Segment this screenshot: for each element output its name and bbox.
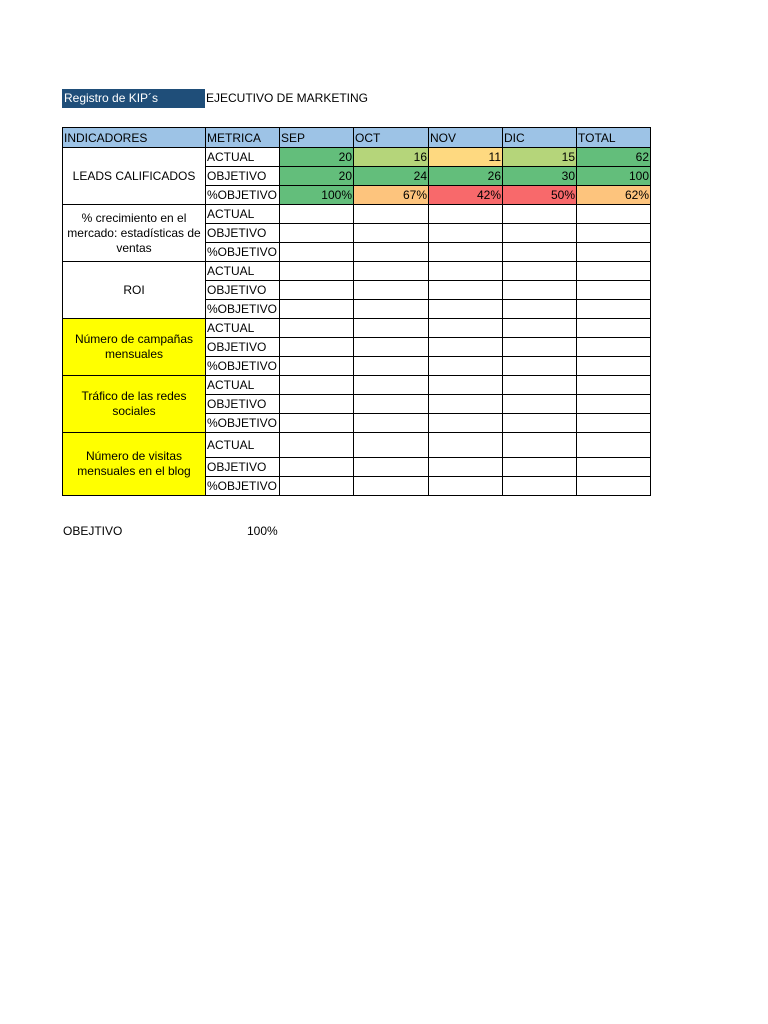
value-cell[interactable]: [577, 205, 651, 224]
table-body: [63, 148, 651, 496]
metric-cell[interactable]: %OBJETIVO: [206, 300, 280, 319]
value-cell[interactable]: [503, 262, 577, 281]
value-cell[interactable]: [429, 262, 503, 281]
indicator-cell[interactable]: Número de visitas mensuales en el blog: [63, 433, 206, 496]
value-cell[interactable]: [577, 338, 651, 357]
value-cell[interactable]: [280, 376, 354, 395]
value-cell[interactable]: 20: [280, 167, 354, 186]
value-cell[interactable]: [503, 357, 577, 376]
metric-cell[interactable]: %OBJETIVO: [206, 477, 280, 496]
value-cell[interactable]: [503, 433, 577, 458]
value-cell[interactable]: [280, 262, 354, 281]
metric-cell[interactable]: OBJETIVO: [206, 395, 280, 414]
value-cell[interactable]: [280, 319, 354, 338]
metric-cell[interactable]: OBJETIVO: [206, 281, 280, 300]
value-cell[interactable]: [503, 224, 577, 243]
value-cell[interactable]: [503, 414, 577, 433]
value-cell[interactable]: [429, 243, 503, 262]
table-row: [63, 148, 651, 167]
value-cell[interactable]: [577, 357, 651, 376]
value-cell[interactable]: [503, 376, 577, 395]
value-cell[interactable]: [429, 477, 503, 496]
metric-cell[interactable]: %OBJETIVO: [206, 186, 280, 205]
value-cell[interactable]: [577, 395, 651, 414]
footer-objective-value: 100%: [247, 524, 278, 538]
value-cell[interactable]: 100%: [280, 186, 354, 205]
value-cell[interactable]: [577, 300, 651, 319]
value-cell[interactable]: 50%: [503, 186, 577, 205]
role-label: EJECUTIVO DE MARKETING: [206, 91, 369, 105]
value-cell[interactable]: [280, 395, 354, 414]
value-cell[interactable]: [503, 395, 577, 414]
value-cell[interactable]: [577, 319, 651, 338]
metric-cell[interactable]: OBJETIVO: [206, 224, 280, 243]
value-cell[interactable]: [280, 414, 354, 433]
value-cell[interactable]: [280, 338, 354, 357]
indicator-cell[interactable]: % crecimiento en el mercado: estadísticas de ventas: [63, 205, 206, 262]
value-cell[interactable]: [354, 376, 429, 395]
value-cell[interactable]: 62: [577, 148, 651, 167]
table-row: [63, 262, 651, 281]
kpi-table: [62, 127, 651, 496]
column-header-nov[interactable]: NOV: [429, 128, 503, 148]
metric-cell[interactable]: OBJETIVO: [206, 338, 280, 357]
metric-cell[interactable]: %OBJETIVO: [206, 414, 280, 433]
metric-cell[interactable]: ACTUAL: [206, 262, 280, 281]
value-cell[interactable]: 16: [354, 148, 429, 167]
sheet-title: Registro de KIP´s: [62, 89, 205, 108]
metric-cell[interactable]: ACTUAL: [206, 433, 280, 458]
indicator-cell[interactable]: ROI: [63, 262, 206, 319]
value-cell[interactable]: [429, 205, 503, 224]
value-cell[interactable]: [503, 281, 577, 300]
value-cell[interactable]: 26: [429, 167, 503, 186]
indicator-cell[interactable]: LEADS CALIFICADOS: [63, 148, 206, 205]
metric-cell[interactable]: OBJETIVO: [206, 458, 280, 477]
value-cell[interactable]: [280, 433, 354, 458]
value-cell[interactable]: [429, 376, 503, 395]
value-cell[interactable]: 11: [429, 148, 503, 167]
value-cell[interactable]: [577, 458, 651, 477]
value-cell[interactable]: [354, 477, 429, 496]
value-cell[interactable]: [577, 224, 651, 243]
value-cell[interactable]: [354, 224, 429, 243]
value-cell[interactable]: [429, 395, 503, 414]
value-cell[interactable]: [577, 477, 651, 496]
value-cell[interactable]: 42%: [429, 186, 503, 205]
indicator-cell[interactable]: Tráfico de las redes sociales: [63, 376, 206, 433]
value-cell[interactable]: 67%: [354, 186, 429, 205]
table-row: [63, 433, 651, 458]
metric-cell[interactable]: %OBJETIVO: [206, 357, 280, 376]
value-cell[interactable]: [429, 300, 503, 319]
value-cell[interactable]: [503, 458, 577, 477]
value-cell[interactable]: [354, 262, 429, 281]
value-cell[interactable]: [503, 319, 577, 338]
footer-objective-label: OBEJTIVO: [63, 524, 123, 538]
column-header-sep[interactable]: SEP: [280, 128, 354, 148]
value-cell[interactable]: [280, 281, 354, 300]
table-row: [63, 376, 651, 395]
value-cell[interactable]: [429, 281, 503, 300]
value-cell[interactable]: [280, 243, 354, 262]
value-cell[interactable]: [503, 477, 577, 496]
metric-cell[interactable]: ACTUAL: [206, 205, 280, 224]
value-cell[interactable]: 30: [503, 167, 577, 186]
column-header-indicadores[interactable]: INDICADORES: [63, 128, 206, 148]
value-cell[interactable]: [577, 281, 651, 300]
value-cell[interactable]: [429, 357, 503, 376]
value-cell[interactable]: [503, 300, 577, 319]
metric-cell[interactable]: %OBJETIVO: [206, 243, 280, 262]
value-cell[interactable]: [280, 205, 354, 224]
value-cell[interactable]: [577, 414, 651, 433]
value-cell[interactable]: [503, 338, 577, 357]
metric-cell[interactable]: OBJETIVO: [206, 167, 280, 186]
metric-cell[interactable]: ACTUAL: [206, 319, 280, 338]
value-cell[interactable]: 20: [280, 148, 354, 167]
value-cell[interactable]: [280, 300, 354, 319]
value-cell[interactable]: [503, 205, 577, 224]
table-row: [63, 319, 651, 338]
value-cell[interactable]: 62%: [577, 186, 651, 205]
value-cell[interactable]: [577, 243, 651, 262]
value-cell[interactable]: [503, 243, 577, 262]
metric-cell[interactable]: ACTUAL: [206, 376, 280, 395]
value-cell[interactable]: [429, 224, 503, 243]
value-cell[interactable]: [429, 319, 503, 338]
value-cell[interactable]: 15: [503, 148, 577, 167]
value-cell[interactable]: [280, 477, 354, 496]
value-cell[interactable]: [354, 357, 429, 376]
value-cell[interactable]: [280, 357, 354, 376]
value-cell[interactable]: [280, 224, 354, 243]
indicator-cell[interactable]: Número de campañas mensuales: [63, 319, 206, 376]
value-cell[interactable]: [354, 338, 429, 357]
value-cell[interactable]: [354, 243, 429, 262]
column-header-total[interactable]: TOTAL: [577, 128, 651, 148]
value-cell[interactable]: [577, 433, 651, 458]
value-cell[interactable]: [354, 281, 429, 300]
column-header-metrica[interactable]: METRICA: [206, 128, 280, 148]
value-cell[interactable]: [577, 376, 651, 395]
column-header-dic[interactable]: DIC: [503, 128, 577, 148]
table-header-row: [63, 128, 651, 148]
table-row: [63, 205, 651, 224]
value-cell[interactable]: [429, 338, 503, 357]
value-cell[interactable]: [354, 395, 429, 414]
value-cell[interactable]: [429, 458, 503, 477]
value-cell[interactable]: [354, 458, 429, 477]
value-cell[interactable]: [354, 300, 429, 319]
value-cell[interactable]: [354, 319, 429, 338]
value-cell[interactable]: 100: [577, 167, 651, 186]
value-cell[interactable]: [429, 433, 503, 458]
value-cell[interactable]: [577, 262, 651, 281]
value-cell[interactable]: [354, 433, 429, 458]
value-cell[interactable]: [280, 458, 354, 477]
column-header-oct[interactable]: OCT: [354, 128, 429, 148]
value-cell[interactable]: [354, 414, 429, 433]
value-cell[interactable]: [429, 414, 503, 433]
metric-cell[interactable]: ACTUAL: [206, 148, 280, 167]
value-cell[interactable]: 24: [354, 167, 429, 186]
value-cell[interactable]: [354, 205, 429, 224]
